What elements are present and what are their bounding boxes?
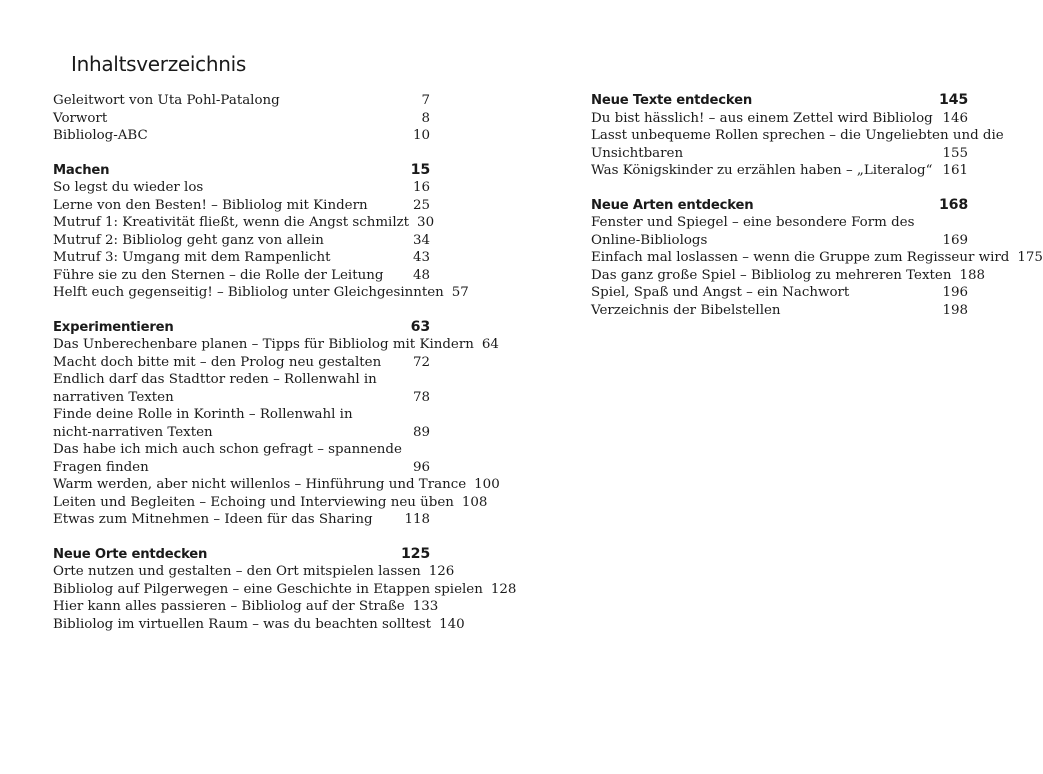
toc-entry-page: 175: [1017, 250, 1043, 265]
section-heading-page: 145: [938, 92, 968, 108]
toc-column-left: [53, 92, 517, 633]
toc-entry-title: Geleitwort von Uta Pohl-Patalong: [53, 93, 280, 108]
toc-entry-page: 34: [412, 232, 430, 248]
toc-entry[interactable]: [53, 336, 499, 354]
section-heading[interactable]: [591, 197, 968, 215]
toc-entry[interactable]: [53, 232, 430, 250]
toc-entry[interactable]: [53, 354, 430, 372]
toc-entry-title: Lasst unbequeme Rollen sprechen – die Ungeliebten und die: [591, 128, 1004, 143]
toc-entry-title: Bibliolog auf Pilgerwegen – eine Geschichte in Etappen spielen: [53, 581, 483, 597]
toc-entry-line: [591, 162, 968, 180]
toc-entry-title: Mutruf 1: Kreativität fließt, wenn die Angst schmilzt: [53, 215, 410, 230]
toc-entry-line: [591, 302, 968, 320]
toc-entry[interactable]: [53, 284, 469, 302]
toc-entry-line: [53, 92, 430, 110]
toc-entry-title: narrativen Texten: [53, 389, 174, 405]
toc-entry-title: Fenster und Spiegel – eine besondere Form des: [591, 215, 915, 230]
toc-entry-line: [591, 110, 968, 128]
toc-entry[interactable]: [53, 214, 435, 232]
toc-entry[interactable]: [53, 563, 455, 581]
toc-entry[interactable]: [53, 441, 430, 476]
toc-entry-line: [53, 598, 439, 616]
toc-entry-line: [53, 476, 500, 494]
toc-entry-line: [591, 267, 986, 285]
toc-entry-page: 64: [481, 337, 499, 352]
toc-entry-page: 48: [412, 267, 430, 283]
toc-entry[interactable]: [53, 197, 430, 215]
toc-entry-title: Helft euch gegenseitig! – Bibliolog unter Gleichgesinnten: [53, 285, 444, 300]
toc-entry[interactable]: [53, 476, 500, 494]
toc-entry-page: 188: [959, 267, 986, 283]
section-heading-page: 125: [400, 545, 430, 562]
toc-entry-title: Du bist hässlich! – aus einem Zettel wird Bibliolog: [591, 110, 933, 126]
toc-entry-line: [53, 389, 430, 407]
toc-section: [591, 180, 1043, 320]
toc-entry-title: Fragen finden: [53, 459, 149, 475]
toc-entry[interactable]: [53, 110, 430, 128]
toc-entry-title: Orte nutzen und gestalten – den Ort mitspielen lassen: [53, 564, 421, 579]
section-heading[interactable]: [591, 92, 968, 110]
toc-entry[interactable]: [53, 494, 488, 512]
toc-column-right: [591, 92, 1043, 319]
toc-entry-page: 96: [412, 459, 430, 475]
toc-entry-line: [591, 127, 1004, 145]
toc-entry-line: [53, 267, 430, 285]
toc-entry-line: [53, 459, 430, 477]
toc-entry-line: [53, 441, 430, 459]
toc-entry-title: Vorwort: [53, 110, 108, 126]
toc-entry-line: [53, 424, 430, 442]
toc-entry-line: [53, 284, 469, 302]
toc-section: [53, 529, 517, 634]
toc-section: [591, 92, 1004, 180]
toc-entry[interactable]: [53, 249, 430, 267]
toc-section: [53, 145, 469, 302]
toc-entry-page: 7: [421, 93, 430, 108]
toc-entry-title: Das ganz große Spiel – Bibliolog zu mehreren Texten: [591, 267, 952, 283]
toc-entry-title: Leiten und Begleiten – Echoing und Interviewing neu üben: [53, 494, 454, 510]
section-heading-title: Machen: [53, 162, 110, 178]
toc-entry-line: [53, 581, 517, 599]
toc-entry-title: Mutruf 2: Bibliolog geht ganz von allein: [53, 232, 324, 248]
toc-entry[interactable]: [53, 371, 430, 406]
toc-entry[interactable]: [591, 302, 968, 320]
toc-entry-title: Verzeichnis der Bibelstellen: [591, 302, 781, 318]
toc-entry-page: 155: [942, 145, 968, 161]
toc-entry-title: Finde deine Rolle in Korinth – Rollenwahl in: [53, 407, 353, 422]
toc-entry-title: nicht-narrativen Texten: [53, 424, 213, 440]
toc-entry-title: Lerne von den Besten! – Bibliolog mit Kindern: [53, 197, 368, 213]
section-heading[interactable]: [53, 162, 430, 180]
toc-entry-page: 126: [428, 564, 455, 579]
toc-entry-title: Online-Bibliologs: [591, 232, 708, 248]
section-spacer: [53, 145, 430, 162]
toc-entry-line: [53, 511, 430, 529]
toc-entry[interactable]: [591, 127, 1004, 162]
section-heading-title: Neue Orte entdecken: [53, 546, 208, 562]
toc-entry-title: Warm werden, aber nicht willenlos – Hinführung und Trance: [53, 477, 467, 492]
toc-entry-title: Was Königskinder zu erzählen haben – „Literalog“: [591, 163, 933, 178]
toc-entry-line: [53, 336, 499, 354]
section-heading-title: Neue Texte entdecken: [591, 93, 753, 108]
toc-entry-line: [591, 145, 968, 163]
toc-entry-page: 30: [417, 215, 435, 230]
toc-entry-page: 72: [412, 354, 430, 370]
section-heading-title: Experimentieren: [53, 319, 174, 335]
toc-entry-line: [53, 214, 435, 232]
toc-entry-page: 161: [942, 163, 968, 178]
toc-entry[interactable]: [591, 249, 1043, 267]
toc-entry[interactable]: [591, 214, 968, 249]
toc-section: [53, 302, 500, 529]
toc-entry-page: 43: [412, 250, 430, 265]
toc-entry-page: 108: [461, 494, 488, 510]
toc-entry[interactable]: [53, 267, 430, 285]
toc-entry[interactable]: [53, 127, 430, 145]
toc-entry[interactable]: [591, 284, 968, 302]
toc-entry-title: Bibliolog-ABC: [53, 128, 148, 143]
section-heading-page: 15: [410, 161, 430, 178]
toc-entry-line: [53, 494, 488, 512]
section-heading-page: 63: [410, 318, 430, 335]
toc-entry[interactable]: [53, 92, 430, 110]
toc-entry-page: 100: [474, 477, 500, 492]
toc-entry-title: Hier kann alles passieren – Bibliolog auf der Straße: [53, 599, 405, 614]
section-heading-title: Neue Arten entdecken: [591, 197, 754, 213]
toc-entry-line: [53, 406, 430, 424]
toc-entry[interactable]: [53, 581, 517, 599]
toc-entry-title: Macht doch bitte mit – den Prolog neu gestalten: [53, 354, 382, 370]
toc-entry-page: 198: [942, 302, 968, 318]
section-spacer: [53, 302, 430, 319]
toc-entry-page: 25: [412, 197, 430, 213]
section-heading[interactable]: [53, 319, 430, 337]
toc-entry-title: Bibliolog im virtuellen Raum – was du beachten solltest: [53, 616, 432, 632]
toc-entry-line: [53, 179, 430, 197]
toc-entry[interactable]: [53, 406, 430, 441]
section-spacer: [591, 180, 968, 197]
toc-entry-title: Mutruf 3: Umgang mit dem Rampenlicht: [53, 250, 331, 265]
toc-entry-line: [53, 616, 465, 634]
toc-entry-title: So legst du wieder los: [53, 180, 204, 195]
toc-entry-title: Einfach mal loslassen – wenn die Gruppe zum Regisseur wird: [591, 250, 1010, 265]
toc-entry-page: 146: [942, 110, 968, 126]
toc-entry-line: [53, 127, 430, 145]
toc-entry-page: 118: [404, 512, 430, 527]
toc-entry-page: 140: [439, 616, 465, 632]
toc-entry-page: 133: [412, 599, 439, 614]
toc-entry-line: [53, 232, 430, 250]
toc-entry-page: 169: [942, 232, 968, 248]
toc-entry-line: [53, 249, 430, 267]
toc-entry-line: [53, 197, 430, 215]
toc-entry[interactable]: [53, 598, 439, 616]
toc-entry-page: 78: [412, 389, 430, 405]
toc-entry-page: 196: [942, 285, 968, 300]
toc-entry-page: 128: [490, 581, 517, 597]
toc-entry-page: 57: [451, 285, 469, 300]
toc-entry-line: [53, 371, 430, 389]
toc-entry[interactable]: [591, 110, 968, 128]
toc-entry-line: [591, 284, 968, 302]
toc-entry-title: Etwas zum Mitnehmen – Ideen für das Sharing: [53, 512, 373, 527]
toc-entry[interactable]: [591, 267, 986, 285]
toc-entry[interactable]: [53, 511, 430, 529]
toc-entry-page: 16: [412, 180, 430, 195]
toc-entry-page: 8: [421, 110, 430, 126]
toc-entry-page: 89: [412, 424, 430, 440]
toc-entry-title: Führe sie zu den Sternen – die Rolle der Leitung: [53, 267, 384, 283]
toc-entry-line: [591, 214, 968, 232]
toc-entry[interactable]: [591, 162, 968, 180]
toc-entry-line: [53, 110, 430, 128]
toc-entry-title: Unsichtbaren: [591, 145, 684, 161]
section-heading[interactable]: [53, 546, 430, 564]
toc-entry-page: 10: [412, 128, 430, 143]
page-title: Inhaltsverzeichnis: [71, 52, 246, 76]
section-heading-page: 168: [938, 196, 968, 213]
toc-entry[interactable]: [53, 179, 430, 197]
toc-entry-title: Das habe ich mich auch schon gefragt – spannende: [53, 442, 402, 457]
toc-entry-line: [53, 354, 430, 372]
toc-entry-title: Das Unberechenbare planen – Tipps für Bibliolog mit Kindern: [53, 337, 474, 352]
toc-section: [53, 92, 430, 145]
section-spacer: [53, 529, 430, 546]
toc-entry-title: Spiel, Spaß und Angst – ein Nachwort: [591, 285, 850, 300]
toc-entry-line: [591, 232, 968, 250]
toc-entry-line: [591, 249, 1043, 267]
toc-entry-title: Endlich darf das Stadttor reden – Rollenwahl in: [53, 372, 377, 387]
toc-entry-line: [53, 563, 455, 581]
toc-entry[interactable]: [53, 616, 465, 634]
